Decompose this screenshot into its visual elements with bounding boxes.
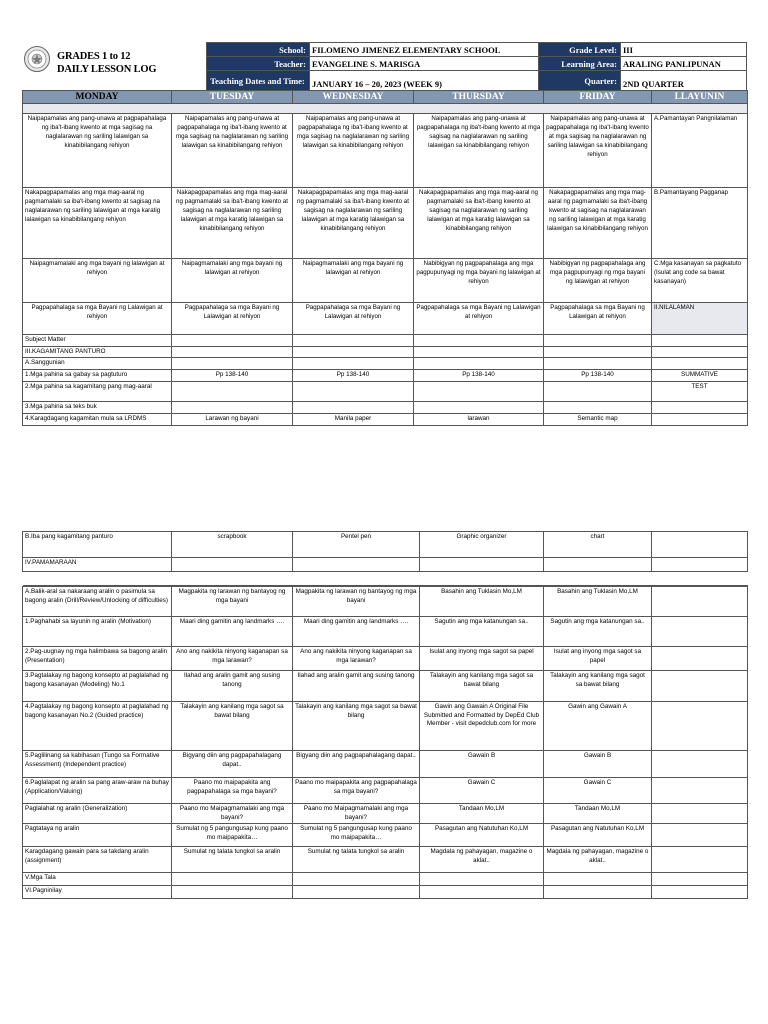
grade-level-label: Grade Level: <box>539 43 621 57</box>
objective-cell: Naipapamalas ang pang-unawa at pagpapahalaga ng iba't-ibang kwento at mga sagisag na naglalarawan ng sariling lalawigan sa kinabibilangang rehiyon <box>293 114 414 188</box>
objective-cell: Naipagmamalaki ang mga bayani ng lalawigan at rehiyon <box>293 259 414 303</box>
objective-cell: Nabibigyan ng pagpapahalaga ang mga pagpupunyagi ng mga bayani ng lalawigan at rehiyon <box>414 259 544 303</box>
procedure-cell: Sagutin ang mga katanungan sa.. <box>420 617 544 647</box>
procedure-cell: Gawain C <box>420 778 544 804</box>
material-cell: chart <box>544 532 652 558</box>
content-cell: Pagpapahalaga sa mga Bayani ng Lalawigan at rehiyon <box>23 303 172 335</box>
procedure-cell: Paano mo maipapakita ang pagpapahalaga sa mga bayani? <box>293 778 420 804</box>
material-cell: scrapbook <box>172 532 293 558</box>
teacher-value: EVANGELINE S. MARISGA <box>310 57 539 71</box>
teacher-label: Teacher: <box>207 57 310 71</box>
procedure-empty-cell <box>652 847 748 873</box>
procedure-cell: Pasagutan ang Natutuhan Ko,LM <box>420 824 544 847</box>
row-label: III.KAGAMITANG PANTURO <box>23 346 172 358</box>
row-label: 4.Karagdagang kagamitan mula sa LRDMS <box>23 413 172 425</box>
objective-cell: Naipagmamalaki ang mga bayani ng lalawigan at rehiyon <box>23 259 172 303</box>
procedure-cell: Sagutin ang mga katanungan sa.. <box>544 617 652 647</box>
row-label: A.Sanggunian <box>23 358 172 370</box>
procedure-empty-cell <box>652 824 748 847</box>
procedure-label: A.Balik-aral sa nakaraang aralin o pasimula sa bagong aralin (Drill/Review/Unlocking of difficulties) <box>23 587 172 617</box>
procedure-cell: Ilahad ang aralin gamit ang susing tanong <box>293 671 420 702</box>
resource-cell: Pp 138-140 <box>544 369 652 381</box>
procedure-cell: Sumulat ng talata tungkol sa aralin <box>172 847 293 873</box>
resource-cell: Pp 138-140 <box>293 369 414 381</box>
procedure-cell: Talakayin ang kanilang mga sagot sa bawat bilang <box>172 702 293 751</box>
deped-seal-icon <box>24 46 50 72</box>
content-label: II.NILALAMAN <box>652 303 748 335</box>
row-label: 1.Mga pahina sa gabay sa pagtuturo <box>23 369 172 381</box>
content-cell: Pagpapahalaga sa mga Bayani ng Lalawigan at rehiyon <box>544 303 652 335</box>
objective-cell: Nakapagpapamalas ang mga mag-aaral ng pagmamalaki sa iba't-ibang kwento at sagisag na naglalarawan ng sariling lalawigan at mga karatig lalawigan sa kinabibilangang rehiyon <box>414 188 544 259</box>
learning-area-value: ARALING PANLIPUNAN <box>621 57 747 71</box>
procedure-cell: Ano ang nakikita ninyong kaganapan sa mga larawan? <box>172 647 293 671</box>
resource-cell: TEST <box>652 381 748 401</box>
procedure-cell <box>293 873 420 886</box>
procedure-empty-cell <box>652 886 748 899</box>
procedure-cell: Ilahad ang aralin gamit ang susing tanong <box>172 671 293 702</box>
objective-cell: Naipapamalas ang pang-unawa at pagpapahalaga ng iba't-ibang kwento at mga sagisag na naglalarawan ng sariling lalawigan sa kinabibilangang rehiyon <box>172 114 293 188</box>
procedure-cell: Bigyang diin ang pagpapahalagang dapat.. <box>293 751 420 778</box>
procedure-cell: Paano mo Maipagmamalaki ang mga bayani? <box>293 804 420 824</box>
row-label: 3.Mga pahina sa teks buk <box>23 401 172 413</box>
procedure-cell: Paano mo Maipagmamalaki ang mga bayani? <box>172 804 293 824</box>
row-label: 2.Mga pahina sa kagamitang pang mag-aaral <box>23 381 172 401</box>
procedure-cell: Sumulat ng 5 pangungusap kung paano mo maipapakita… <box>172 824 293 847</box>
teaching-dates-label: Teaching Dates and Time: <box>207 71 310 91</box>
teaching-dates-value: JANUARY 16 – 20, 2023 (WEEK 9) <box>310 71 539 91</box>
procedure-cell: Paano mo maipapakita ang pagpapahalaga sa mga bayani? <box>172 778 293 804</box>
procedure-cell: Ano ang nakikita ninyong kaganapan sa mga larawan? <box>293 647 420 671</box>
objective-cell: Naipapamalas ang pang-unawa at pagpapahalaga ng iba't-ibang kwento at mga sagisag na naglalarawan ng sariling lalawigan sa kinabibilangang rehiyon <box>23 114 172 188</box>
procedure-label: 4.Pagtalakay ng bagong konsepto at paglalahad ng bagong kasanayan No.2 (Guided practice) <box>23 702 172 751</box>
procedure-cell: Magpakita ng larawan ng bantayog ng mga bayani <box>172 587 293 617</box>
content-cell: Pagpapahalaga sa mga Bayani ng Lalawigan at rehiyon <box>172 303 293 335</box>
procedure-label: 6.Paglalapat ng aralin sa pang araw-araw na buhay (Application/Valuing) <box>23 778 172 804</box>
quarter-value: 2ND QUARTER <box>621 71 747 91</box>
spacer-row <box>23 104 748 114</box>
day-header-wednesday: WEDNESDAY <box>293 91 414 104</box>
title-line-2: DAILY LESSON LOG <box>57 64 157 75</box>
gap-row <box>23 572 748 586</box>
resource-cell: Manila paper <box>293 413 414 425</box>
procedure-cell <box>544 873 652 886</box>
procedure-cell <box>544 886 652 899</box>
procedure-cell <box>172 873 293 886</box>
material-cell: Pentel pen <box>293 532 420 558</box>
objective-label: A.Pamantayan Pangnilalaman <box>652 114 748 188</box>
procedure-label: Paglalahat ng aralin (Generalization) <box>23 804 172 824</box>
procedure-empty-cell <box>652 778 748 804</box>
procedure-steps-table <box>22 586 748 899</box>
procedure-label: 5.Paglilinang sa kabihasan (Tungo sa Formative Assessment) (Independent practice) <box>23 751 172 778</box>
procedure-cell: Basahin ang Tuklasin Mo,LM <box>420 587 544 617</box>
procedure-label: 3.Pagtalakay ng bagong konsepto at paglalahad ng bagong kasanayan (Modeling) No.1 <box>23 671 172 702</box>
lesson-log-table <box>22 90 748 426</box>
objective-cell: Naipapamalas ang pang-unawa at pagpapahalaga ng iba't-ibang kwento at mga sagisag na naglalarawan ng sariling lalawigan sa kinabibilangang rehiyon <box>414 114 544 188</box>
procedure-label: V.Mga Tala <box>23 873 172 886</box>
procedure-table <box>22 531 748 586</box>
school-label: School: <box>207 43 310 57</box>
procedure-empty-cell <box>652 671 748 702</box>
procedure-cell: Maari ding gamitin ang landmarks …. <box>293 617 420 647</box>
procedure-cell: Tandaan Mo,LM <box>544 804 652 824</box>
procedure-cell: Magdala ng pahayagan, magazine o aklat.. <box>420 847 544 873</box>
procedure-empty-cell <box>652 873 748 886</box>
content-cell: Pagpapahalaga sa mga Bayani ng Lalawigan at rehiyon <box>414 303 544 335</box>
procedure-label: 2.Pag-uugnay ng mga halimbawa sa bagong aralin (Presentation) <box>23 647 172 671</box>
procedure-cell: Sumulat ng talata tungkol sa aralin <box>293 847 420 873</box>
procedure-cell: Isulat ang inyong mga sagot sa papel <box>544 647 652 671</box>
procedure-cell: Pasagutan ang Natutuhan Ko,LM <box>544 824 652 847</box>
resource-cell: Semantic map <box>544 413 652 425</box>
procedure-label: Karagdagang gawain para sa takdang aralin (assignment) <box>23 847 172 873</box>
title-line-1: GRADES 1 to 12 <box>57 51 131 62</box>
objective-cell: Naipagmamalaki ang mga bayani ng lalawigan at rehiyon <box>172 259 293 303</box>
procedure-empty-cell <box>652 647 748 671</box>
material-cell: Graphic organizer <box>420 532 544 558</box>
procedure-cell: Maari ding gamitin ang landmarks …. <box>172 617 293 647</box>
content-cell: Pagpapahalaga sa mga Bayani ng Lalawigan at rehiyon <box>293 303 414 335</box>
procedure-label: Pagtataya ng aralin <box>23 824 172 847</box>
procedure-heading: IV.PAMAMARAAN <box>23 558 172 572</box>
procedure-empty-cell <box>652 617 748 647</box>
procedure-empty-cell <box>652 587 748 617</box>
procedure-cell: Talakayin ang kanilang mga sagot sa bawat bilang <box>420 671 544 702</box>
day-header-thursday: THURSDAY <box>414 91 544 104</box>
objective-label: C.Mga kasanayan sa pagkatuto (Isulat ang code sa bawat kasanayan) <box>652 259 748 303</box>
procedure-cell: Magpakita ng larawan ng bantayog ng mga bayani <box>293 587 420 617</box>
procedure-empty-cell <box>652 751 748 778</box>
procedure-label: 1.Paghahabi sa layunin ng aralin (Motivation) <box>23 617 172 647</box>
procedure-cell <box>420 873 544 886</box>
resource-cell: Pp 138-140 <box>172 369 293 381</box>
procedure-cell: Isulat ang inyong mga sagot sa papel <box>420 647 544 671</box>
day-header-friday: FRIDAY <box>544 91 652 104</box>
day-header-monday: MONDAY <box>23 91 172 104</box>
objective-cell: Nakapagpapamalas ang mga mag-aaral ng pagmamalaki sa iba't-ibang kwento at sagisag na naglalarawan ng sariling lalawigan at mga karatig lalawigan sa kinabibilangang rehiyon <box>172 188 293 259</box>
procedure-empty-cell <box>652 702 748 751</box>
day-header-tuesday: TUESDAY <box>172 91 293 104</box>
resource-cell: SUMMATIVE <box>652 369 748 381</box>
procedure-cell: Gawin ang Gawain A <box>544 702 652 751</box>
objective-cell: Nabibigyan ng pagpapahalaga ang mga pagpupunyagi ng mga bayani ng lalawigan at rehiyon <box>544 259 652 303</box>
objective-cell: Nakapagpapamalas ang mga mag-aaral ng pagmamalaki sa iba't-ibang kwento at sagisag na naglalarawan ng sariling lalawigan at mga karatig lalawigan sa kinabibilangang rehiyon <box>544 188 652 259</box>
objective-cell: Naipapamalas ang pang-unawa at pagpapahalaga ng iba't-ibang kwento at mga sagisag na naglalarawan ng sariling lalawigan sa kinabibilangang rehiyon <box>544 114 652 188</box>
procedure-label: VI.Pagninilay <box>23 886 172 899</box>
procedure-cell: Basahin ang Tuklasin Mo,LM <box>544 587 652 617</box>
procedure-cell <box>293 886 420 899</box>
resource-cell: Pp 138-140 <box>414 369 544 381</box>
quarter-label: Quarter: <box>539 71 621 91</box>
grade-level-value: III <box>621 43 747 57</box>
objective-cell: Nakapagpapamalas ang mga mag-aaral ng pagmamalaki sa iba't-ibang kwento at sagisag na naglalarawan ng sariling lalawigan at mga karatig lalawigan sa kinabibilangang rehiyon <box>293 188 414 259</box>
document-title <box>57 50 156 76</box>
procedure-cell: Gawain B <box>420 751 544 778</box>
procedure-empty-cell <box>652 804 748 824</box>
resource-cell: larawan <box>414 413 544 425</box>
procedure-cell: Sumulat ng 5 pangungusap kung paano mo maipapakita… <box>293 824 420 847</box>
procedure-cell <box>172 886 293 899</box>
procedure-cell: Talakayin ang kanilang mga sagot sa bawat bilang <box>544 671 652 702</box>
school-value: FILOMENO JIMENEZ ELEMENTARY SCHOOL <box>310 43 539 57</box>
objective-label: B.Pamantayang Pagganap <box>652 188 748 259</box>
row-label: Subject Matter <box>23 335 172 347</box>
procedure-cell: Bigyang diin ang pagpapahalagang dapat.. <box>172 751 293 778</box>
procedure-cell: Magdala ng pahayagan, magazine o aklat.. <box>544 847 652 873</box>
day-header-layunin: LLAYUNIN <box>652 91 748 104</box>
resource-cell: Larawan ng bayani <box>172 413 293 425</box>
procedure-cell: Gawin ang Gawain A Original File Submitted and Formatted by DepEd Club Member - visit depedclub.com for more <box>420 702 544 751</box>
procedure-cell: Tandaan Mo,LM <box>420 804 544 824</box>
objective-cell: Nakapagpapamalas ang mga mag-aaral ng pagmamalaki sa iba't-ibang kwento at sagisag na naglalarawan ng sariling lalawigan at mga karatig lalawigan sa kinabibilangang rehiyon <box>23 188 172 259</box>
procedure-cell: Gawain B <box>544 751 652 778</box>
header-info-table <box>206 42 747 91</box>
procedure-cell: Gawain C <box>544 778 652 804</box>
row-label: B.Iba pang kagamitang panturo <box>23 532 172 558</box>
learning-area-label: Learning Area: <box>539 57 621 71</box>
procedure-cell: Talakayin ang kanilang mga sagot sa bawat bilang <box>293 702 420 751</box>
procedure-cell <box>420 886 544 899</box>
